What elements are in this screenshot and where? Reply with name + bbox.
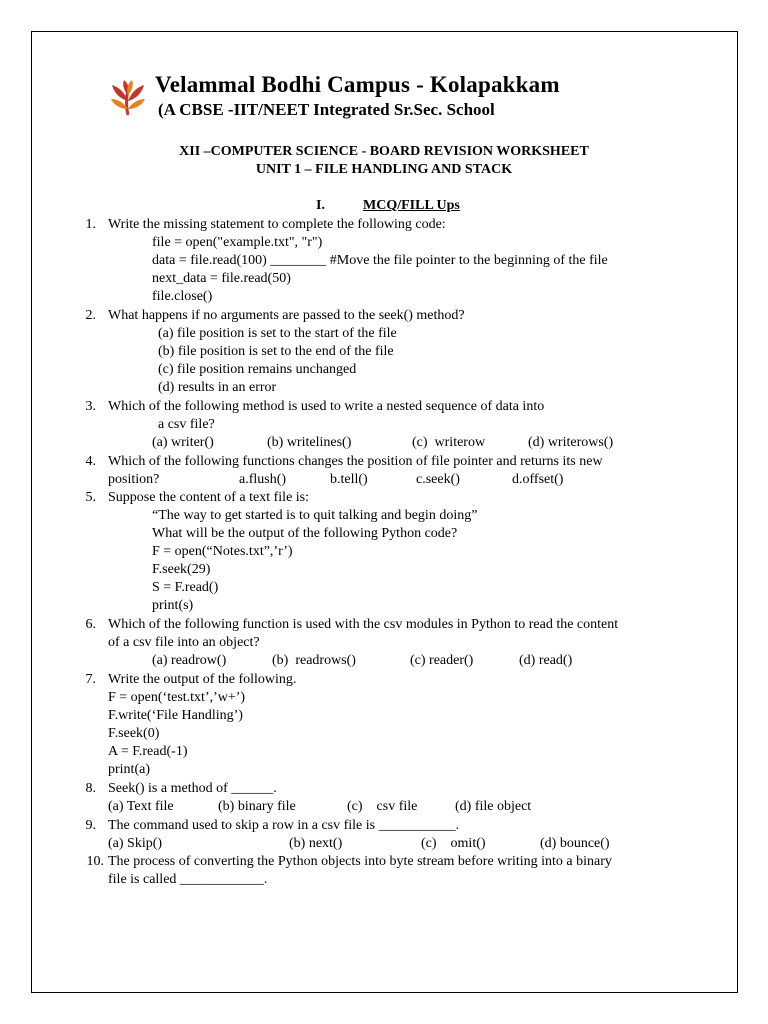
worksheet-title: XII –COMPUTER SCIENCE - BOARD REVISION WORKSHEET <box>179 144 589 159</box>
option: c.seek() <box>416 472 460 487</box>
question-text: The process of converting the Python objects into byte stream before writing into a binary <box>108 854 612 869</box>
question-number: 8. <box>85 781 96 796</box>
question-text: Which of the following method is used to write a nested sequence of data into <box>108 399 545 414</box>
question-text: a csv file? <box>158 417 215 432</box>
option: (c) omit() <box>421 836 486 851</box>
code-line: F.seek(29) <box>152 562 211 577</box>
option: (a) file position is set to the start of the file <box>158 326 397 341</box>
code-line: next_data = file.read(50) <box>152 271 291 286</box>
question-text: file is called ____________. <box>108 872 268 887</box>
option: (b) binary file <box>218 799 296 814</box>
code-line: A = F.read(-1) <box>108 744 188 759</box>
option: (a) Text file <box>108 799 174 814</box>
question-number: 1. <box>85 217 96 232</box>
school-subtitle: (A CBSE -IIT/NEET Integrated Sr.Sec. School <box>158 100 495 119</box>
code-line: file.close() <box>152 289 213 304</box>
question-text: What happens if no arguments are passed to the seek() method? <box>108 308 465 323</box>
code-line: data = file.read(100) ________ #Move the file pointer to the beginning of the file <box>152 253 608 268</box>
question-number: 5. <box>85 490 96 505</box>
question-text: Which of the following functions changes the position of file pointer and returns its new <box>108 454 603 469</box>
option: (c) reader() <box>410 653 474 668</box>
code-line: F = open(“Notes.txt”,’r’) <box>152 544 293 559</box>
code-line: F.write(‘File Handling’) <box>108 708 243 723</box>
option: b.tell() <box>330 472 368 487</box>
option: (d) file object <box>455 799 532 814</box>
question-text: What will be the output of the following Python code? <box>152 526 458 541</box>
option: (c) csv file <box>347 799 418 814</box>
question-number: 9. <box>85 818 96 833</box>
code-line: F = open(‘test.txt’,’w+’) <box>108 690 246 705</box>
question-number: 3. <box>85 399 96 414</box>
option: (a) Skip() <box>108 836 163 851</box>
question-text: The command used to skip a row in a csv file is ___________. <box>108 818 460 833</box>
code-line: print(a) <box>108 762 150 777</box>
school-logo-icon <box>108 79 148 119</box>
school-name: Velammal Bodhi Campus - Kolapakkam <box>155 72 560 97</box>
question-text: Suppose the content of a text file is: <box>108 490 310 505</box>
option: (a) writer() <box>152 435 214 450</box>
question-text: Write the missing statement to complete the following code: <box>108 217 446 232</box>
question-number: 4. <box>85 454 96 469</box>
section-title: MCQ/FILL Ups <box>363 198 460 213</box>
section-number: I. <box>316 198 325 213</box>
option: (d) results in an error <box>158 380 277 395</box>
unit-title: UNIT 1 – FILE HANDLING AND STACK <box>255 162 513 177</box>
option: (b) file position is set to the end of the file <box>158 344 394 359</box>
question-text: of a csv file into an object? <box>108 635 260 650</box>
question-number: 6. <box>85 617 96 632</box>
code-line: F.seek(0) <box>108 726 160 741</box>
section-heading <box>316 198 460 214</box>
question-text: position? <box>108 472 160 487</box>
code-line: S = F.read() <box>152 580 219 595</box>
option: (c) file position remains unchanged <box>158 362 357 377</box>
question-number: 7. <box>85 672 96 687</box>
question-number: 10. <box>86 854 104 869</box>
option: (c) writerow <box>412 435 486 450</box>
code-line: print(s) <box>152 598 194 613</box>
option: a.flush() <box>239 472 287 487</box>
option: (d) writerows() <box>528 435 614 450</box>
option: (b) writelines() <box>267 435 352 450</box>
question-number: 2. <box>85 308 96 323</box>
question-text: Seek() is a method of ______. <box>108 781 277 796</box>
option: (d) read() <box>519 653 573 668</box>
question-text: Which of the following function is used with the csv modules in Python to read the content <box>108 617 619 632</box>
option: (b) next() <box>289 836 343 851</box>
code-line: file = open("example.txt", "r") <box>152 235 323 250</box>
option: (b) readrows() <box>272 653 356 668</box>
question-text: Write the output of the following. <box>108 672 297 687</box>
quote-text: “The way to get started is to quit talking and begin doing” <box>152 508 478 523</box>
option: (d) bounce() <box>540 836 610 851</box>
option: (a) readrow() <box>152 653 227 668</box>
option: d.offset() <box>512 472 564 487</box>
